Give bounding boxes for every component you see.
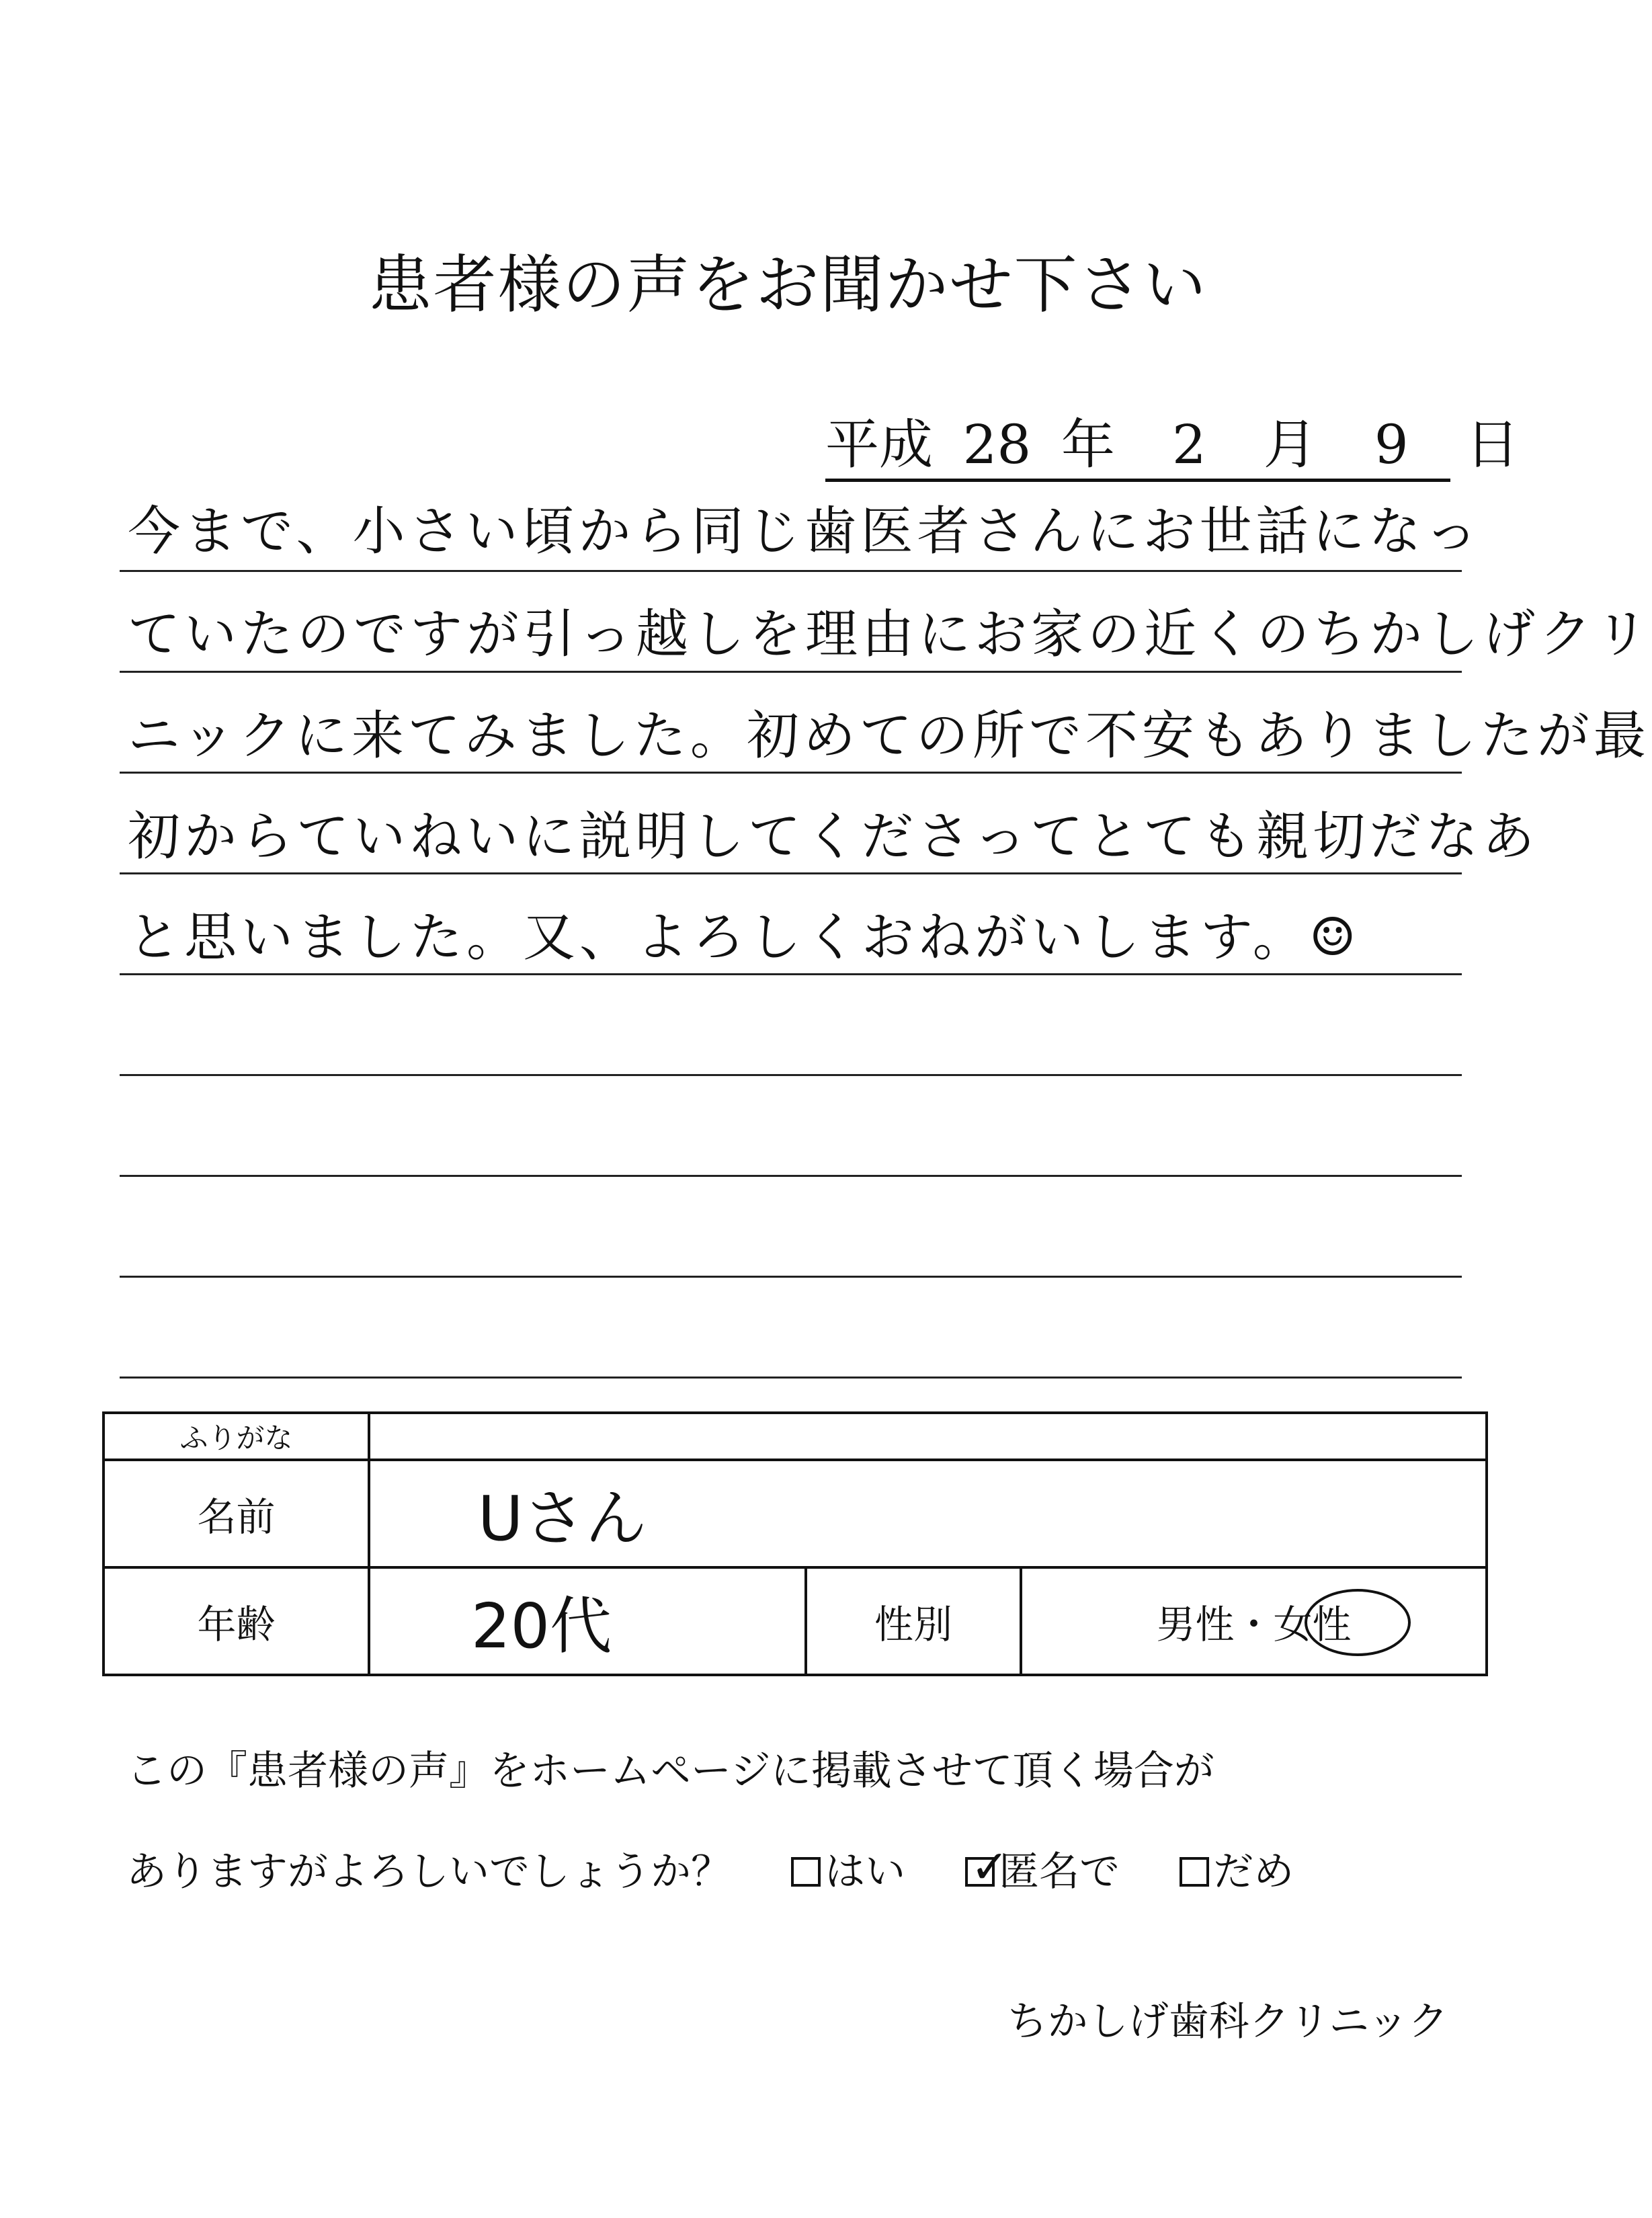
date-year: 28 bbox=[962, 413, 1032, 476]
date-month: 2 bbox=[1171, 413, 1206, 476]
date-day-unit: 日 bbox=[1465, 413, 1520, 476]
ruled-line bbox=[120, 1074, 1462, 1076]
ruled-line bbox=[120, 973, 1462, 975]
consent-option-no[interactable] bbox=[1180, 1848, 1294, 1895]
comment-line: ていたのですが引っ越しを理由にお家の近くのちかしげクリ bbox=[128, 604, 1652, 665]
name-field[interactable]: Uさん bbox=[369, 1460, 1487, 1567]
ruled-line bbox=[120, 570, 1462, 572]
consent-question-line1: この『患者様の声』をホームページに掲載させて頂く場合が bbox=[126, 1748, 1214, 1795]
checkmark-icon: ✓ bbox=[970, 1841, 1009, 1894]
ruled-line bbox=[120, 1276, 1462, 1278]
consent-question-row bbox=[126, 1841, 1294, 1895]
gender-label: 性別 bbox=[806, 1567, 1021, 1675]
comment-line: ニックに来てみました。初めての所で不安もありましたが最 bbox=[128, 706, 1650, 766]
ruled-line bbox=[120, 671, 1462, 673]
age-field[interactable]: 20代 bbox=[369, 1567, 806, 1675]
furigana-field[interactable] bbox=[369, 1413, 1487, 1460]
ruled-line bbox=[120, 1377, 1462, 1379]
date-day: 9 bbox=[1374, 413, 1409, 476]
consent-option-yes[interactable] bbox=[791, 1848, 906, 1895]
checkbox-no[interactable] bbox=[1180, 1857, 1209, 1887]
checkbox-anonymous[interactable] bbox=[965, 1841, 1009, 1894]
clinic-name: ちかしげ歯科クリニック bbox=[1007, 1998, 1448, 2045]
name-label: 名前 bbox=[104, 1460, 369, 1567]
age-label: 年齢 bbox=[104, 1567, 369, 1675]
date-month-unit: 月 bbox=[1263, 413, 1317, 476]
gender-selected-circle bbox=[1305, 1589, 1411, 1656]
consent-option-no-label: だめ bbox=[1213, 1848, 1294, 1895]
patient-info-table bbox=[102, 1411, 1488, 1676]
consent-option-yes-label: はい bbox=[825, 1848, 906, 1895]
date-era: 平成 bbox=[825, 413, 933, 476]
comment-line: 初からていねいに説明してくださってとても親切だなあ bbox=[128, 807, 1539, 867]
checkbox-yes[interactable] bbox=[791, 1857, 821, 1887]
ruled-line bbox=[120, 772, 1462, 774]
date-year-unit: 年 bbox=[1061, 413, 1115, 476]
date-line bbox=[825, 411, 1520, 482]
comment-line: と思いました。又、よろしくおねがいします。☺ bbox=[128, 907, 1360, 968]
consent-question-line2: ありますがよろしいでしょうか？ bbox=[126, 1848, 731, 1895]
comment-line: 今まで、小さい頃から同じ歯医者さんにお世話になっ bbox=[128, 501, 1482, 562]
ruled-line bbox=[120, 1175, 1462, 1177]
furigana-label: ふりがな bbox=[104, 1413, 369, 1460]
form-title: 患者様の声をお聞かせ下さい bbox=[368, 249, 1208, 322]
gender-options: 男性・女性 bbox=[1156, 1602, 1352, 1647]
gender-field[interactable] bbox=[1021, 1567, 1487, 1675]
consent-option-anonymous-label: 匿名で bbox=[999, 1848, 1120, 1895]
ruled-line bbox=[120, 872, 1462, 874]
consent-option-anonymous[interactable] bbox=[965, 1841, 1120, 1895]
